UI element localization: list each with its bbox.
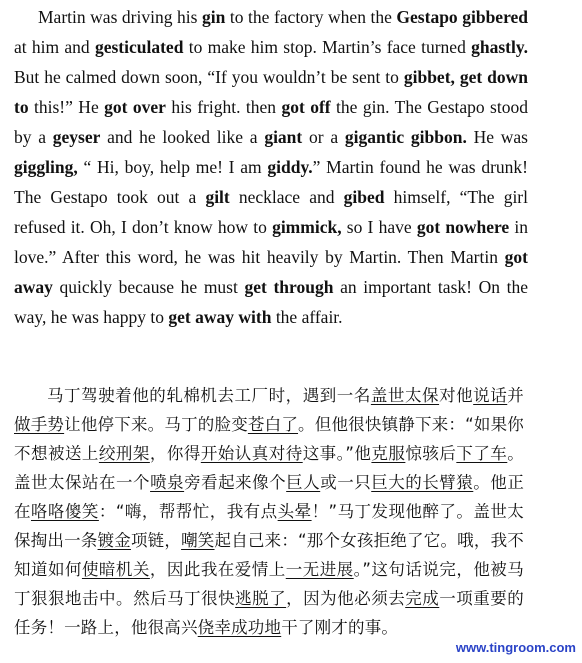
underlined-translation: 做手势 [14,415,65,434]
underlined-translation: 开始认真对待 [200,444,303,463]
site-watermark: www.tingroom.com [455,640,576,655]
text-run: Martin was driving his [38,7,202,27]
text-run: to the factory when the [225,7,397,27]
text-run: 并 [507,386,524,405]
text-run: and he looked like a [100,127,265,147]
underlined-translation: 头晕 [277,502,312,521]
text-run: 让他停下来。马丁的脸变 [64,415,248,434]
bold-vocab-term: get down to [14,67,528,117]
chinese-paragraph [14,381,524,642]
underlined-translation: 盖世太保 [370,386,440,405]
text-run: ！”马丁发现他醉了。盖世太保掏出一条 [14,502,524,550]
text-run: in love.” After this word, he was hit heavily by Martin. Then Martin [14,217,528,267]
text-run: the gin. The Gestapo stood by a [14,97,528,147]
text-run: 干了刚才的事。 [281,618,399,637]
text-run: 旁看起来像个 [184,473,287,492]
bold-vocab-term: gimmick, [272,217,342,237]
bold-vocab-term: get through [244,277,334,297]
bold-vocab-term: giant [264,127,303,147]
text-run: He was [466,127,528,147]
text-run: at him and [14,37,95,57]
text-run: himself, “The girl refused it. Oh, I don’t know how to [14,187,528,237]
text-run: ：“嗨，帮帮忙，我有点 [98,502,278,521]
text-run: 对他 [439,386,474,405]
bold-vocab-term: get away with [168,307,272,327]
underlined-translation: 下了车 [456,444,508,463]
bold-vocab-term: got away [14,247,528,297]
text-run: ” Martin found he was drunk! The Gestapo took out a [14,157,528,207]
text-run: or a [302,127,345,147]
text-run: 。”这句话说完，他被马丁狠狠地击中。然后马丁很快 [14,560,524,608]
text-run: necklace and [229,187,344,207]
text-run: 或一只 [320,473,372,492]
underlined-translation: 嘲笑 [181,531,215,550]
text-run: ，你得 [149,444,201,463]
bold-vocab-term: gibbered [462,7,529,27]
text-run: “ Hi, boy, help me! I am [77,157,268,177]
text-run: ，因此我在爱情上 [149,560,286,579]
underlined-translation: 巨大的长臂猿 [371,473,474,492]
underlined-translation: 说话 [473,386,508,405]
text-run: 一项重要的任务！一路上，他很高兴 [14,589,525,637]
bold-vocab-term: ghastly. [471,37,529,57]
text-run: 这事。”他 [302,444,372,463]
underlined-translation: 苍白了 [247,415,299,434]
text-run: 。盖世太保站在一个 [14,444,524,492]
bold-vocab-term: giggling, [14,157,78,177]
text-run: so I have [341,217,417,237]
bold-vocab-term: gibed [343,187,385,207]
text-run: an important task! On the way, he was happy to [14,277,528,327]
bold-vocab-term: giddy. [267,157,313,177]
bold-vocab-term: geyser [52,127,101,147]
text-run: his fright. then [165,97,282,117]
bold-vocab-term: gigantic gibbon. [344,127,467,147]
text-run: 起自己来：“那个女孩拒绝了它。哦，我不知道如何 [14,531,524,579]
text-run: 。但他很快镇静下来：“如果你不想被送上 [14,415,524,463]
text-run: ，因为他必须去 [286,589,406,608]
underlined-translation: 完成 [405,589,440,608]
text-run: quickly because he must [52,277,245,297]
text-run: 项链， [130,531,182,550]
text-run: the affair. [271,307,343,327]
bold-vocab-term: gilt [205,187,230,207]
bold-vocab-term: gin [201,7,226,27]
bold-vocab-term: got nowhere [416,217,510,237]
bold-vocab-term: Gestapo [396,7,458,27]
text-run: to make him stop. Martin’s face turned [183,37,472,57]
underlined-translation: 使暗机关 [81,560,150,579]
bold-vocab-term: got off [281,97,331,117]
bold-vocab-term: got over [104,97,166,117]
text-run: 。他正在 [14,473,525,521]
bold-vocab-term: gesticulated [94,37,184,57]
underlined-translation: 逃脱了 [235,589,287,608]
english-paragraph [14,2,528,332]
underlined-translation: 克服 [371,444,406,463]
underlined-translation: 巨人 [286,473,321,492]
underlined-translation: 喷泉 [150,473,185,492]
underlined-translation: 一无进展 [285,560,354,579]
underlined-translation: 侥幸成功地 [197,618,282,637]
text-run: 马丁驾驶着他的轧棉机去工厂时，遇到一名 [47,386,371,405]
underlined-translation: 镀金 [97,531,131,550]
underlined-translation: 绞刑架 [98,444,150,463]
underlined-translation: 咯咯傻笑 [30,502,99,521]
bold-vocab-term: gibbet, [403,67,455,87]
text-run: this!” He [28,97,105,117]
text-run: But he calmed down soon, “If you wouldn’t be sent to [14,67,404,87]
text-run: 惊骇后 [405,444,457,463]
